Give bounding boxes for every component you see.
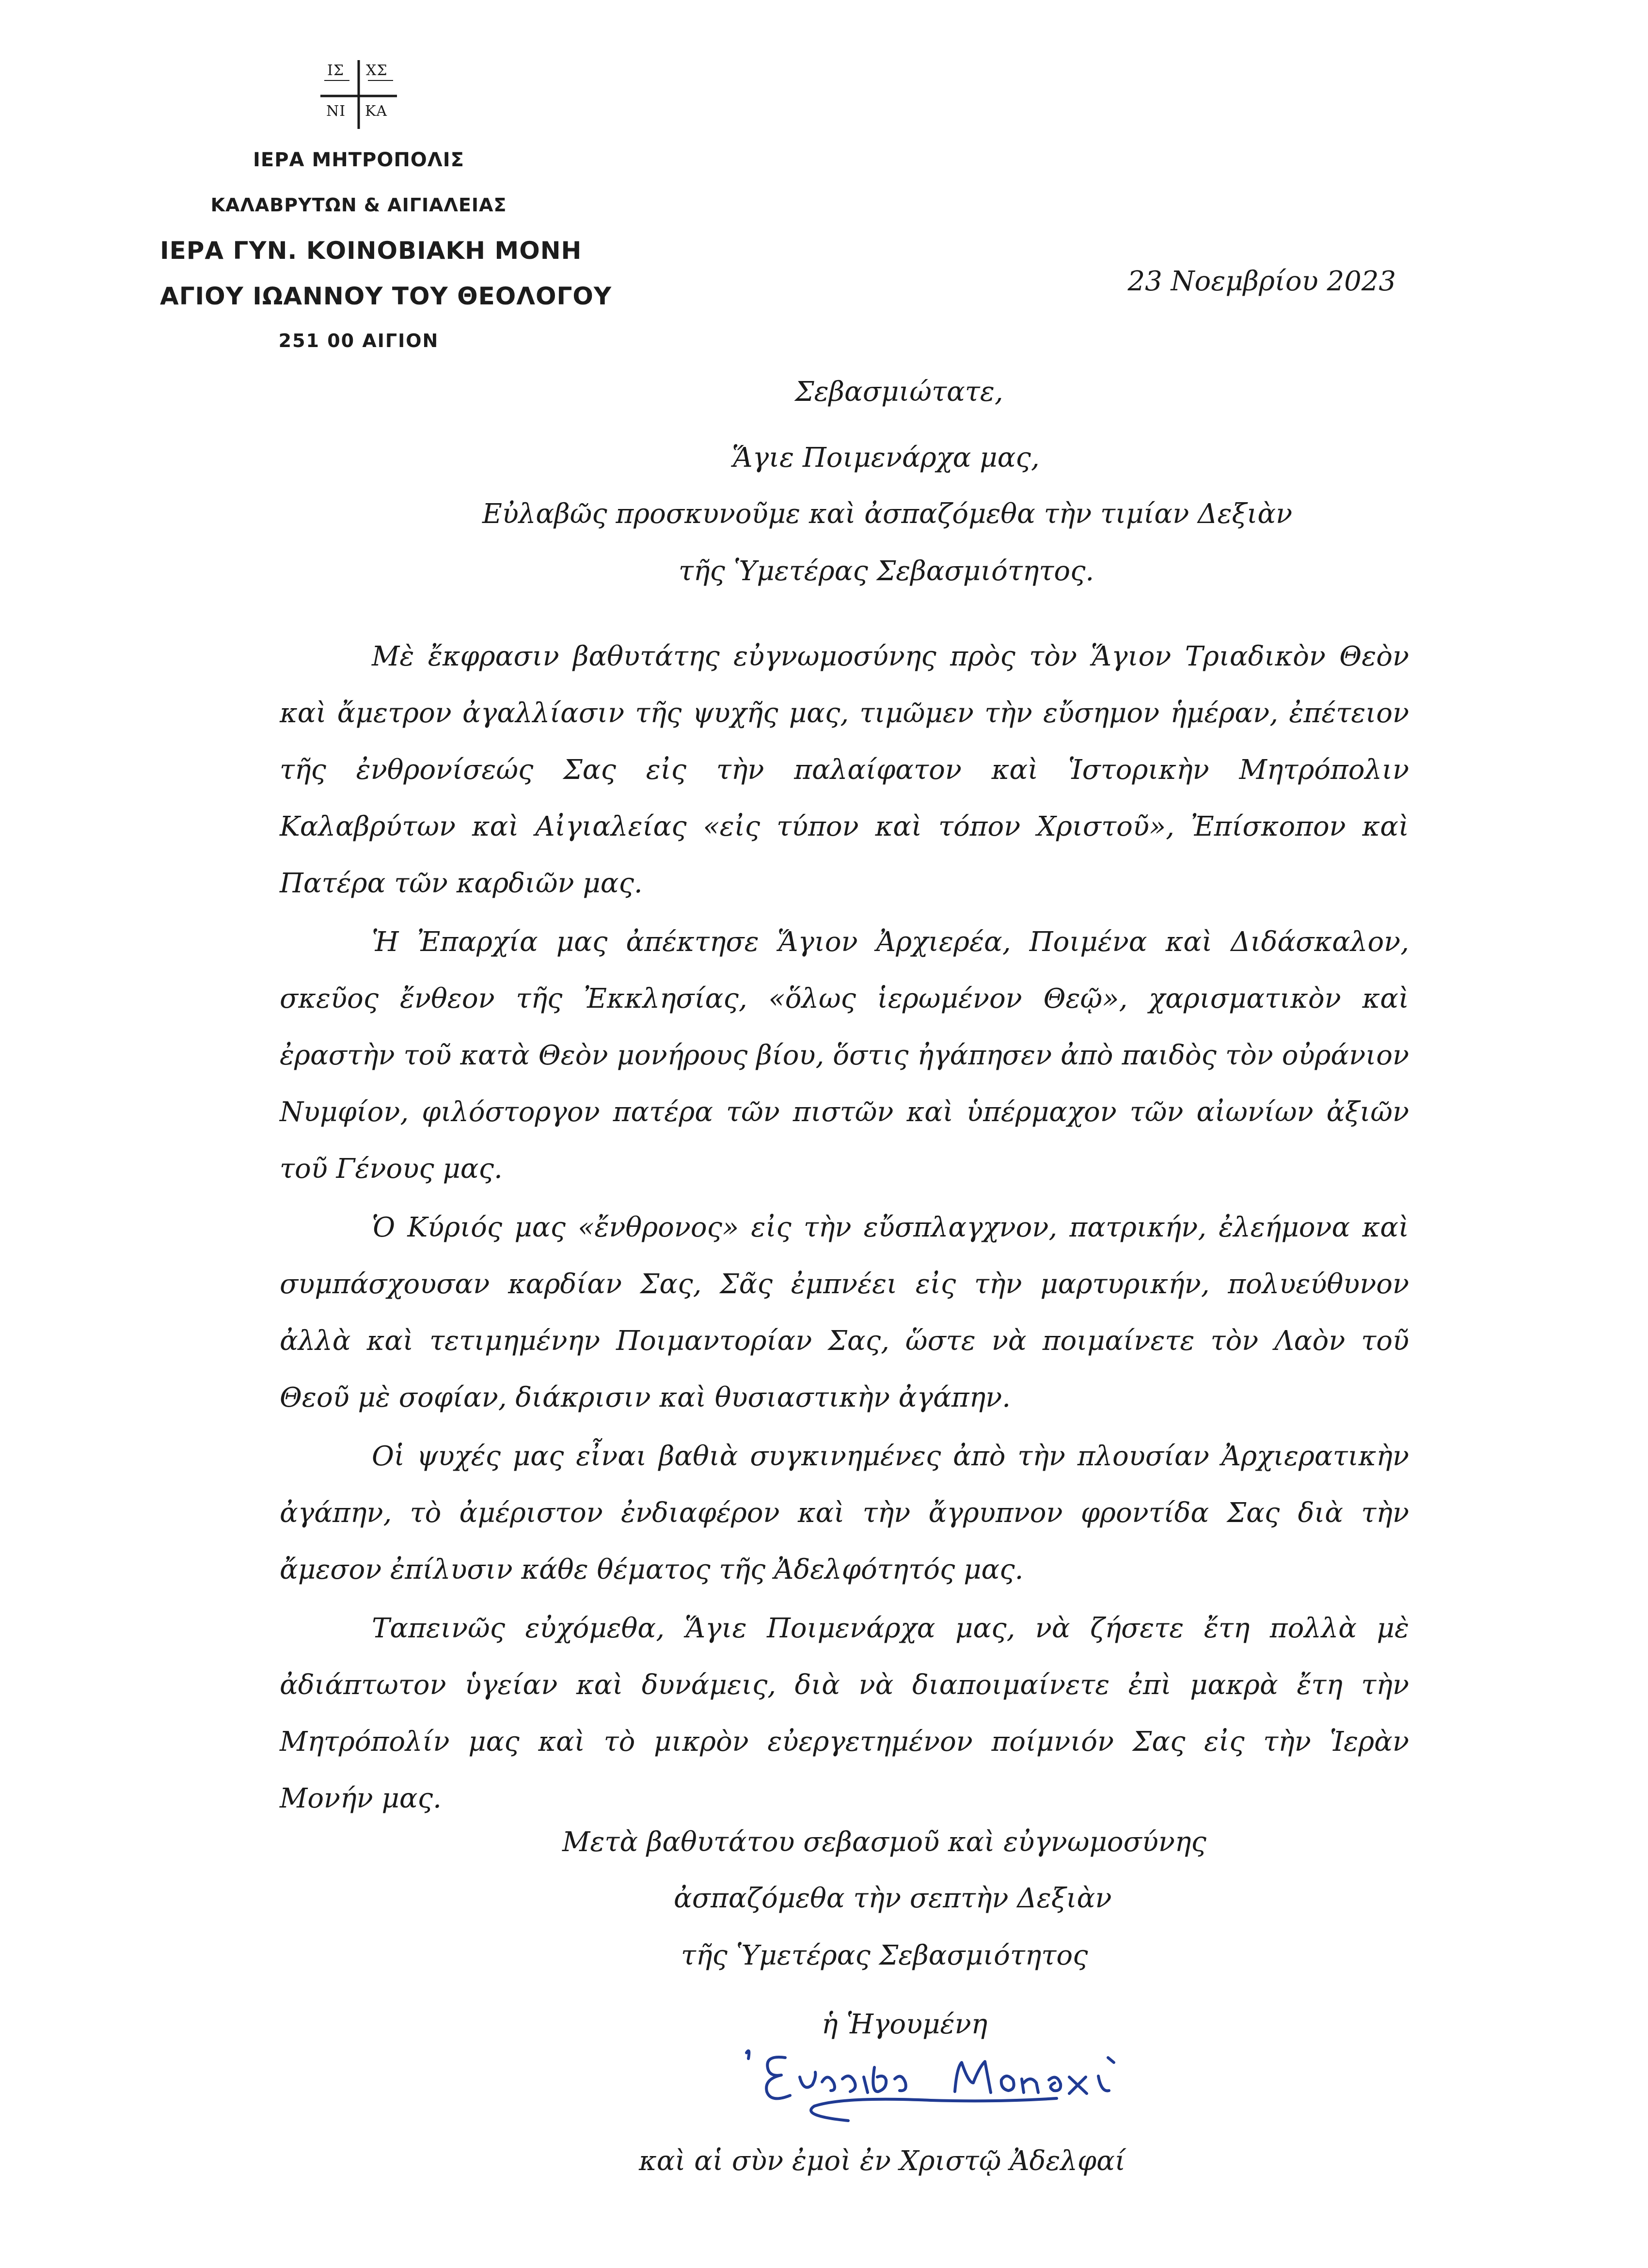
closing-abbess: ἡ Ἡγουμένη bbox=[822, 2009, 988, 2040]
letterhead bbox=[160, 58, 612, 351]
letter-body bbox=[280, 628, 1409, 1829]
body-paragraph-3: Ὁ Κύριός μας «ἔνθρονος» εἰς τὴν εὔσπλαγχνον, πατρικήν, ἐλεήμονα καὶ συμπάσχουσαν καρδίαν Σας, Σᾶς ἐμπνέει εἰς τὴν μαρτυρικήν, πολυεύθυνον ἀλλὰ καὶ τετιμημένην Ποιμαντορίαν Σας, ὥστε νὰ ποιμαίνετε τὸν Λαὸν τοῦ Θεοῦ μὲ σοφίαν, διάκρισιν καὶ θυσιαστικὴν ἀγάπην. bbox=[280, 1212, 1409, 1413]
signature-text: Ευσεβία Μοναχή bbox=[727, 2032, 781, 2040]
body-paragraph-4: Οἱ ψυχές μας εἶναι βαθιὰ συγκινημένες ἀπὸ τὴν πλουσίαν Ἀρχιερατικὴν ἀγάπην, τὸ ἀμέριστον ἐνδιαφέρον καὶ τὴν ἄγρυπνον φροντίδα Σας διὰ τὴν ἄμεσον ἐπίλυσιν κάθε θέματος τῆς Ἀδελφότητός μας. bbox=[280, 1441, 1409, 1586]
letterhead-monastery-name: ΑΓΙΟΥ ΙΩΑΝΝΟΥ ΤΟΥ ΘΕΟΛΟΓΟΥ bbox=[160, 282, 612, 310]
salutation-line-4: τῆς Ὑμετέρας Σεβασμιότητος. bbox=[679, 555, 1094, 587]
body-paragraph-2: Ἡ Ἐπαρχία μας ἀπέκτησε Ἅγιον Ἀρχιερέα, Ποιμένα καὶ Διδάσκαλον, σκεῦος ἔνθεον τῆς Ἐκκλησίας, «ὅλως ἱερωμένον Θεῷ», χαρισματικὸν καὶ ἐραστὴν τοῦ κατὰ Θεὸν μονήρους βίου, ὅστις ἠγάπησεν ἀπὸ παιδὸς τὸν οὐράνιον Νυμφίον, φιλόστοργον πατέρα τῶν πιστῶν καὶ ὑπέρμαχον τῶν αἰωνίων ἀξιῶν τοῦ Γένους μας. bbox=[280, 926, 1409, 1185]
body-paragraph-1: Μὲ ἔκφρασιν βαθυτάτης εὐγνωμοσύνης πρὸς τὸν Ἅγιον Τριαδικὸν Θεὸν καὶ ἄμετρον ἀγαλλίασιν τῆς ψυχῆς μας, τιμῶμεν τὴν εὔσημον ἡμέραν, ἐπέτειον τῆς ἐνθρονίσεώς Σας εἰς τὴν παλαίφατον καὶ Ἱστορικὴν Μητρόπολιν Καλαβρύτων καὶ Αἰγιαλείας «εἰς τύπον καὶ τόπον Χριστοῦ», Ἐπίσκοπον καὶ Πατέρα τῶν καρδιῶν μας. bbox=[280, 641, 1409, 899]
salutation-line-3: Εὐλαβῶς προσκυνοῦμε καὶ ἀσπαζόμεθα τὴν τιμίαν Δεξιὰν bbox=[482, 498, 1293, 530]
monogram-bottom-left: ΝΙ bbox=[326, 103, 346, 120]
salutation-line-2: Ἅγιε Ποιμενάρχα μας, bbox=[732, 442, 1040, 474]
body-paragraph-5: Ταπεινῶς εὐχόμεθα, Ἅγιε Ποιμενάρχα μας, νὰ ζήσετε ἔτη πολλὰ μὲ ἀδιάπτωτον ὑγείαν καὶ δυνάμεις, διὰ νὰ διαποιμαίνετε ἐπὶ μακρὰ ἔτη τὴν Μητρόπολίν μας καὶ τὸ μικρὸν εὐεργετημένον ποίμνιόν Σας εἰς τὴν Ἱερὰν Μονήν μας. bbox=[280, 1613, 1409, 1814]
handwritten-signature bbox=[727, 2032, 1144, 2130]
monogram-top-right: ΧΣ bbox=[366, 62, 388, 79]
letterhead-diocese: ΚΑΛΑΒΡΥΤΩΝ & ΑΙΓΙΑΛΕΙΑΣ bbox=[210, 194, 507, 216]
closing-line-3: τῆς Ὑμετέρας Σεβασμιότητος bbox=[681, 1940, 1088, 1971]
letterhead-metropolis: ΙΕΡΑ ΜΗΤΡΟΠΟΛΙΣ bbox=[253, 149, 464, 171]
salutation-line-1: Σεβασμιώτατε, bbox=[795, 376, 1003, 408]
monogram-top-left: ΙΣ bbox=[327, 62, 345, 79]
letterhead-monastery: ΙΕΡΑ ΓΥΝ. ΚΟΙΝΟΒΙΑΚΗ ΜΟΝΗ bbox=[160, 237, 582, 265]
letter-date: 23 Νοεμβρίου 2023 bbox=[1127, 266, 1396, 297]
closing-line-1: Μετὰ βαθυτάτου σεβασμοῦ καὶ εὐγνωμοσύνης bbox=[562, 1826, 1206, 1858]
monogram-bottom-right: ΚΑ bbox=[365, 103, 388, 120]
letterhead-address: 251 00 ΑΙΓΙΟΝ bbox=[278, 330, 439, 351]
monogram-cross bbox=[317, 58, 400, 131]
closing-sisters: καὶ αἱ σὺν ἐμοὶ ἐν Χριστῷ Ἀδελφαί bbox=[639, 2145, 1125, 2177]
closing-line-2: ἀσπαζόμεθα τὴν σεπτὴν Δεξιὰν bbox=[674, 1883, 1112, 1914]
